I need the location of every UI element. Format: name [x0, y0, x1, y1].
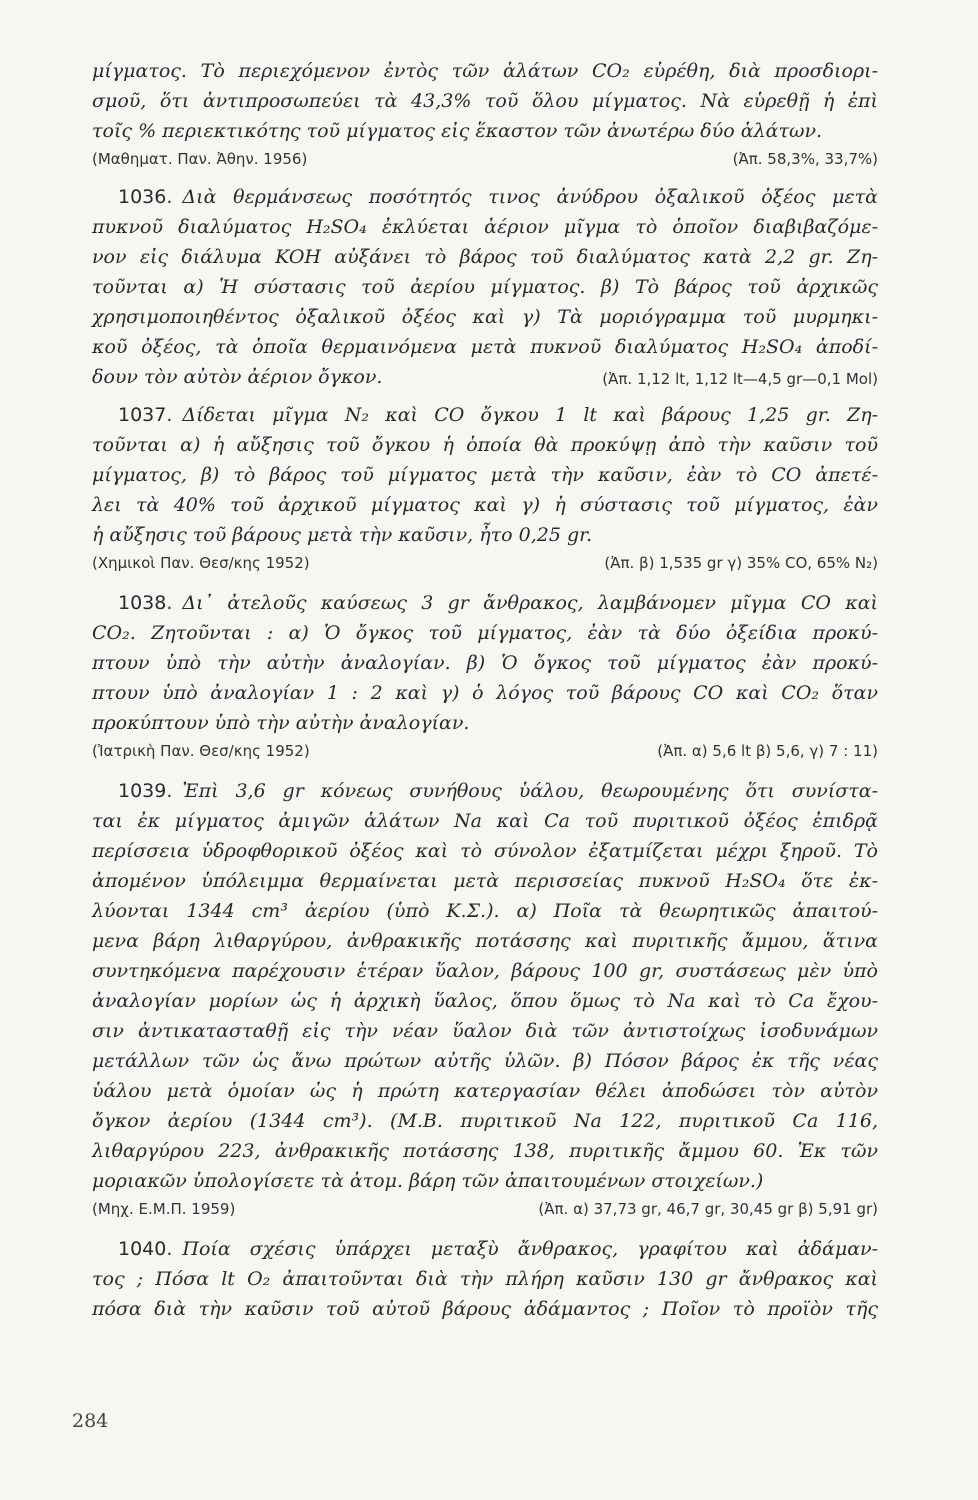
text-line: 1036. Διὰ θερμάνσεως ποσότητός τινος ἀνύδρου ὀξαλικοῦ ὀξέος μετὰ	[118, 186, 878, 208]
text-line: κοῦ ὀξέος, τὰ ὁποῖα θερμαινόμενα μετὰ πυκνοῦ διαλύματος H₂SO₄ ἀποδί-	[92, 336, 878, 358]
answer: (Ἀπ. α) 37,73 gr, 46,7 gr, 30,45 gr β) 5,91 gr)	[538, 1200, 878, 1218]
text-line: CO₂. Ζητοῦνται : α) Ὁ ὄγκος τοῦ μίγματος, ἐὰν τὰ δύο ὀξείδια προκύ-	[92, 622, 878, 644]
text-line: ἀναλογίαν μορίων ὡς ἡ ἀρχικὴ ὕαλος, ὅπου ὅμως τὸ Na καὶ τὸ Ca ἔχου-	[92, 990, 878, 1012]
text-line: τοῦνται α) Ἡ σύστασις τοῦ ἀερίου μίγματος. β) Τὸ βάρος τοῦ ἀρχικῶς	[92, 276, 878, 298]
answer: (Ἀπ. α) 5,6 lt β) 5,6, γ) 7 : 11)	[657, 742, 878, 760]
text-line: δουν τὸν αὐτὸν ἀέριον ὄγκον.	[92, 366, 383, 388]
text-line: σιν ἀντικατασταθῇ εἰς τὴν νέαν ὕαλον διὰ τῶν ἀντιστοίχως ἰσοδυνάμων	[92, 1020, 878, 1042]
text-line: ἡ αὔξησις τοῦ βάρους μετὰ τὴν καῦσιν, ἦτο 0,25 gr.	[92, 524, 593, 546]
text-line: λιθαργύρου 223, ἀνθρακικῆς ποτάσσης 138, πυριτικῆς ἄμμου 60. Ἐκ τῶν	[92, 1140, 878, 1162]
problem-number: 1040.	[118, 1238, 173, 1260]
text-line: περίσσεια ὑδροφθορικοῦ ὀξέος καὶ τὸ σύνολον ἐξατμίζεται μέχρι ξηροῦ. Τὸ	[92, 840, 878, 862]
text-line: πόσα διὰ τὴν καῦσιν τοῦ αὐτοῦ βάρους ἀδάμαντος ; Ποῖον τὸ προϊὸν τῆς	[92, 1298, 878, 1320]
text-line: πτουν ὑπὸ τὴν αὐτὴν ἀναλογίαν. β) Ὁ ὄγκος τοῦ μίγματος ἐὰν προκύ-	[92, 652, 878, 674]
problem-number: 1037.	[118, 404, 173, 426]
text-line: τοῖς % περιεκτικότης τοῦ μίγματος εἰς ἕκαστον τῶν ἀνωτέρω δύο ἁλάτων.	[92, 120, 823, 142]
text-line: 1038. Δι᾽ ἀτελοῦς καύσεως 3 gr ἄνθρακος, λαμβάνομεν μῖγμα CO καὶ	[118, 592, 878, 614]
text-line: 1040. Ποία σχέσις ὑπάρχει μεταξὺ ἄνθρακος, γραφίτου καὶ ἀδάμαν-	[118, 1238, 878, 1260]
exam-source: (Ἰατρικὴ Παν. Θεσ/κης 1952)	[92, 742, 310, 760]
text-line: πυκνοῦ διαλύματος H₂SO₄ ἐκλύεται ἀέριον μῖγμα τὸ ὁποῖον διαβιβαζόμε-	[92, 216, 878, 238]
text-line: μίγματος. Τὸ περιεχόμενον ἐντὸς τῶν ἁλάτων CO₂ εὑρέθη, διὰ προσδιορι-	[92, 60, 878, 82]
text-line: λύονται 1344 cm³ ἀερίου (ὑπὸ Κ.Σ.). α) Ποῖα τὰ θεωρητικῶς ἀπαιτού-	[92, 900, 878, 922]
text-line: μοριακῶν ὑπολογίσετε τὰ ἀτομ. βάρη τῶν ἀπαιτουμένων στοιχείων.)	[92, 1170, 764, 1192]
text-line: ὄγκον ἀερίου (1344 cm³). (Μ.Β. πυριτικοῦ Na 122, πυριτικοῦ Ca 116,	[92, 1110, 878, 1132]
problem-number: 1038.	[118, 592, 173, 614]
answer: (Ἀπ. 1,12 lt, 1,12 lt—4,5 gr—0,1 Mol)	[602, 370, 878, 388]
answer: (Ἀπ. β) 1,535 gr γ) 35% CO, 65% N₂)	[604, 554, 878, 572]
source-line	[92, 742, 878, 760]
exam-source: (Μαθηματ. Παν. Ἀθην. 1956)	[92, 150, 308, 168]
text-line: προκύπτουν ὑπὸ τὴν αὐτὴν ἀναλογίαν.	[92, 712, 470, 734]
text-line: ται ἐκ μίγματος ἀμιγῶν ἁλάτων Na καὶ Ca τοῦ πυριτικοῦ ὀξέος ἐπιδρᾷ	[92, 810, 878, 832]
text-line: 1039. Ἐπὶ 3,6 gr κόνεως συνήθους ὑάλου, θεωρουμένης ὅτι συνίστα-	[118, 780, 878, 802]
text-line: τος ; Πόσα lt O₂ ἀπαιτοῦνται διὰ τὴν πλήρη καῦσιν 130 gr ἄνθρακος καὶ	[92, 1268, 878, 1290]
answer: (Ἀπ. 58,3%, 33,7%)	[732, 150, 878, 168]
text-line: σμοῦ, ὅτι ἀντιπροσωπεύει τὰ 43,3% τοῦ ὅλου μίγματος. Νὰ εὑρεθῇ ἡ ἐπὶ	[92, 90, 878, 112]
text-line: πτουν ὑπὸ ἀναλογίαν 1 : 2 καὶ γ) ὁ λόγος τοῦ βάρους CO καὶ CO₂ ὅταν	[92, 682, 878, 704]
text-line: ὑάλου μετὰ ὁμοίαν ὡς ἡ πρώτη κατεργασίαν θέλει ἀποδώσει τὸν αὐτὸν	[92, 1080, 878, 1102]
source-line	[92, 150, 878, 168]
text-line: λει τὰ 40% τοῦ ἀρχικοῦ μίγματος καὶ γ) ἡ σύστασις τοῦ μίγματος, ἐὰν	[92, 494, 878, 516]
text-line: ἀπομένον ὑπόλειμμα θερμαίνεται μετὰ περισσείας πυκνοῦ H₂SO₄ ὅτε ἐκ-	[92, 870, 878, 892]
problem-number: 1036.	[118, 186, 173, 208]
exam-source: (Χημικοὶ Παν. Θεσ/κης 1952)	[92, 554, 310, 572]
problem-number: 1039.	[118, 780, 173, 802]
text-line: τοῦνται α) ἡ αὔξησις τοῦ ὄγκου ἡ ὁποία θὰ προκύψῃ ἀπὸ τὴν καῦσιν τοῦ	[92, 434, 878, 456]
text-line: 1037. Δίδεται μῖγμα N₂ καὶ CO ὄγκου 1 lt καὶ βάρους 1,25 gr. Ζη-	[118, 404, 878, 426]
text-line: χρησιμοποιηθέντος ὀξαλικοῦ ὀξέος καὶ γ) Τὰ μοριόγραμμα τοῦ μυρμηκι-	[92, 306, 878, 328]
text-line: νον εἰς διάλυμα KOH αὐξάνει τὸ βάρος τοῦ διαλύματος κατὰ 2,2 gr. Ζη-	[92, 246, 878, 268]
text-line: συντηκόμενα παρέχουσιν ἑτέραν ὕαλον, βάρους 100 gr, συστάσεως μὲν ὑπὸ	[92, 960, 878, 982]
source-line	[92, 1200, 878, 1218]
text-line: μίγματος, β) τὸ βάρος τοῦ μίγματος μετὰ τὴν καῦσιν, ἐὰν τὸ CO ἀπετέ-	[92, 464, 878, 486]
text-line: μενα βάρη λιθαργύρου, ἀνθρακικῆς ποτάσσης καὶ πυριτικῆς ἄμμου, ἅτινα	[92, 930, 878, 952]
source-line	[92, 554, 878, 572]
page-number: 284	[72, 1410, 109, 1432]
exam-source: (Μηχ. Ε.Μ.Π. 1959)	[92, 1200, 236, 1218]
text-line: μετάλλων τῶν ὡς ἄνω πρώτων αὐτῆς ὑλῶν. β) Πόσον βάρος ἐκ τῆς νέας	[92, 1050, 878, 1072]
